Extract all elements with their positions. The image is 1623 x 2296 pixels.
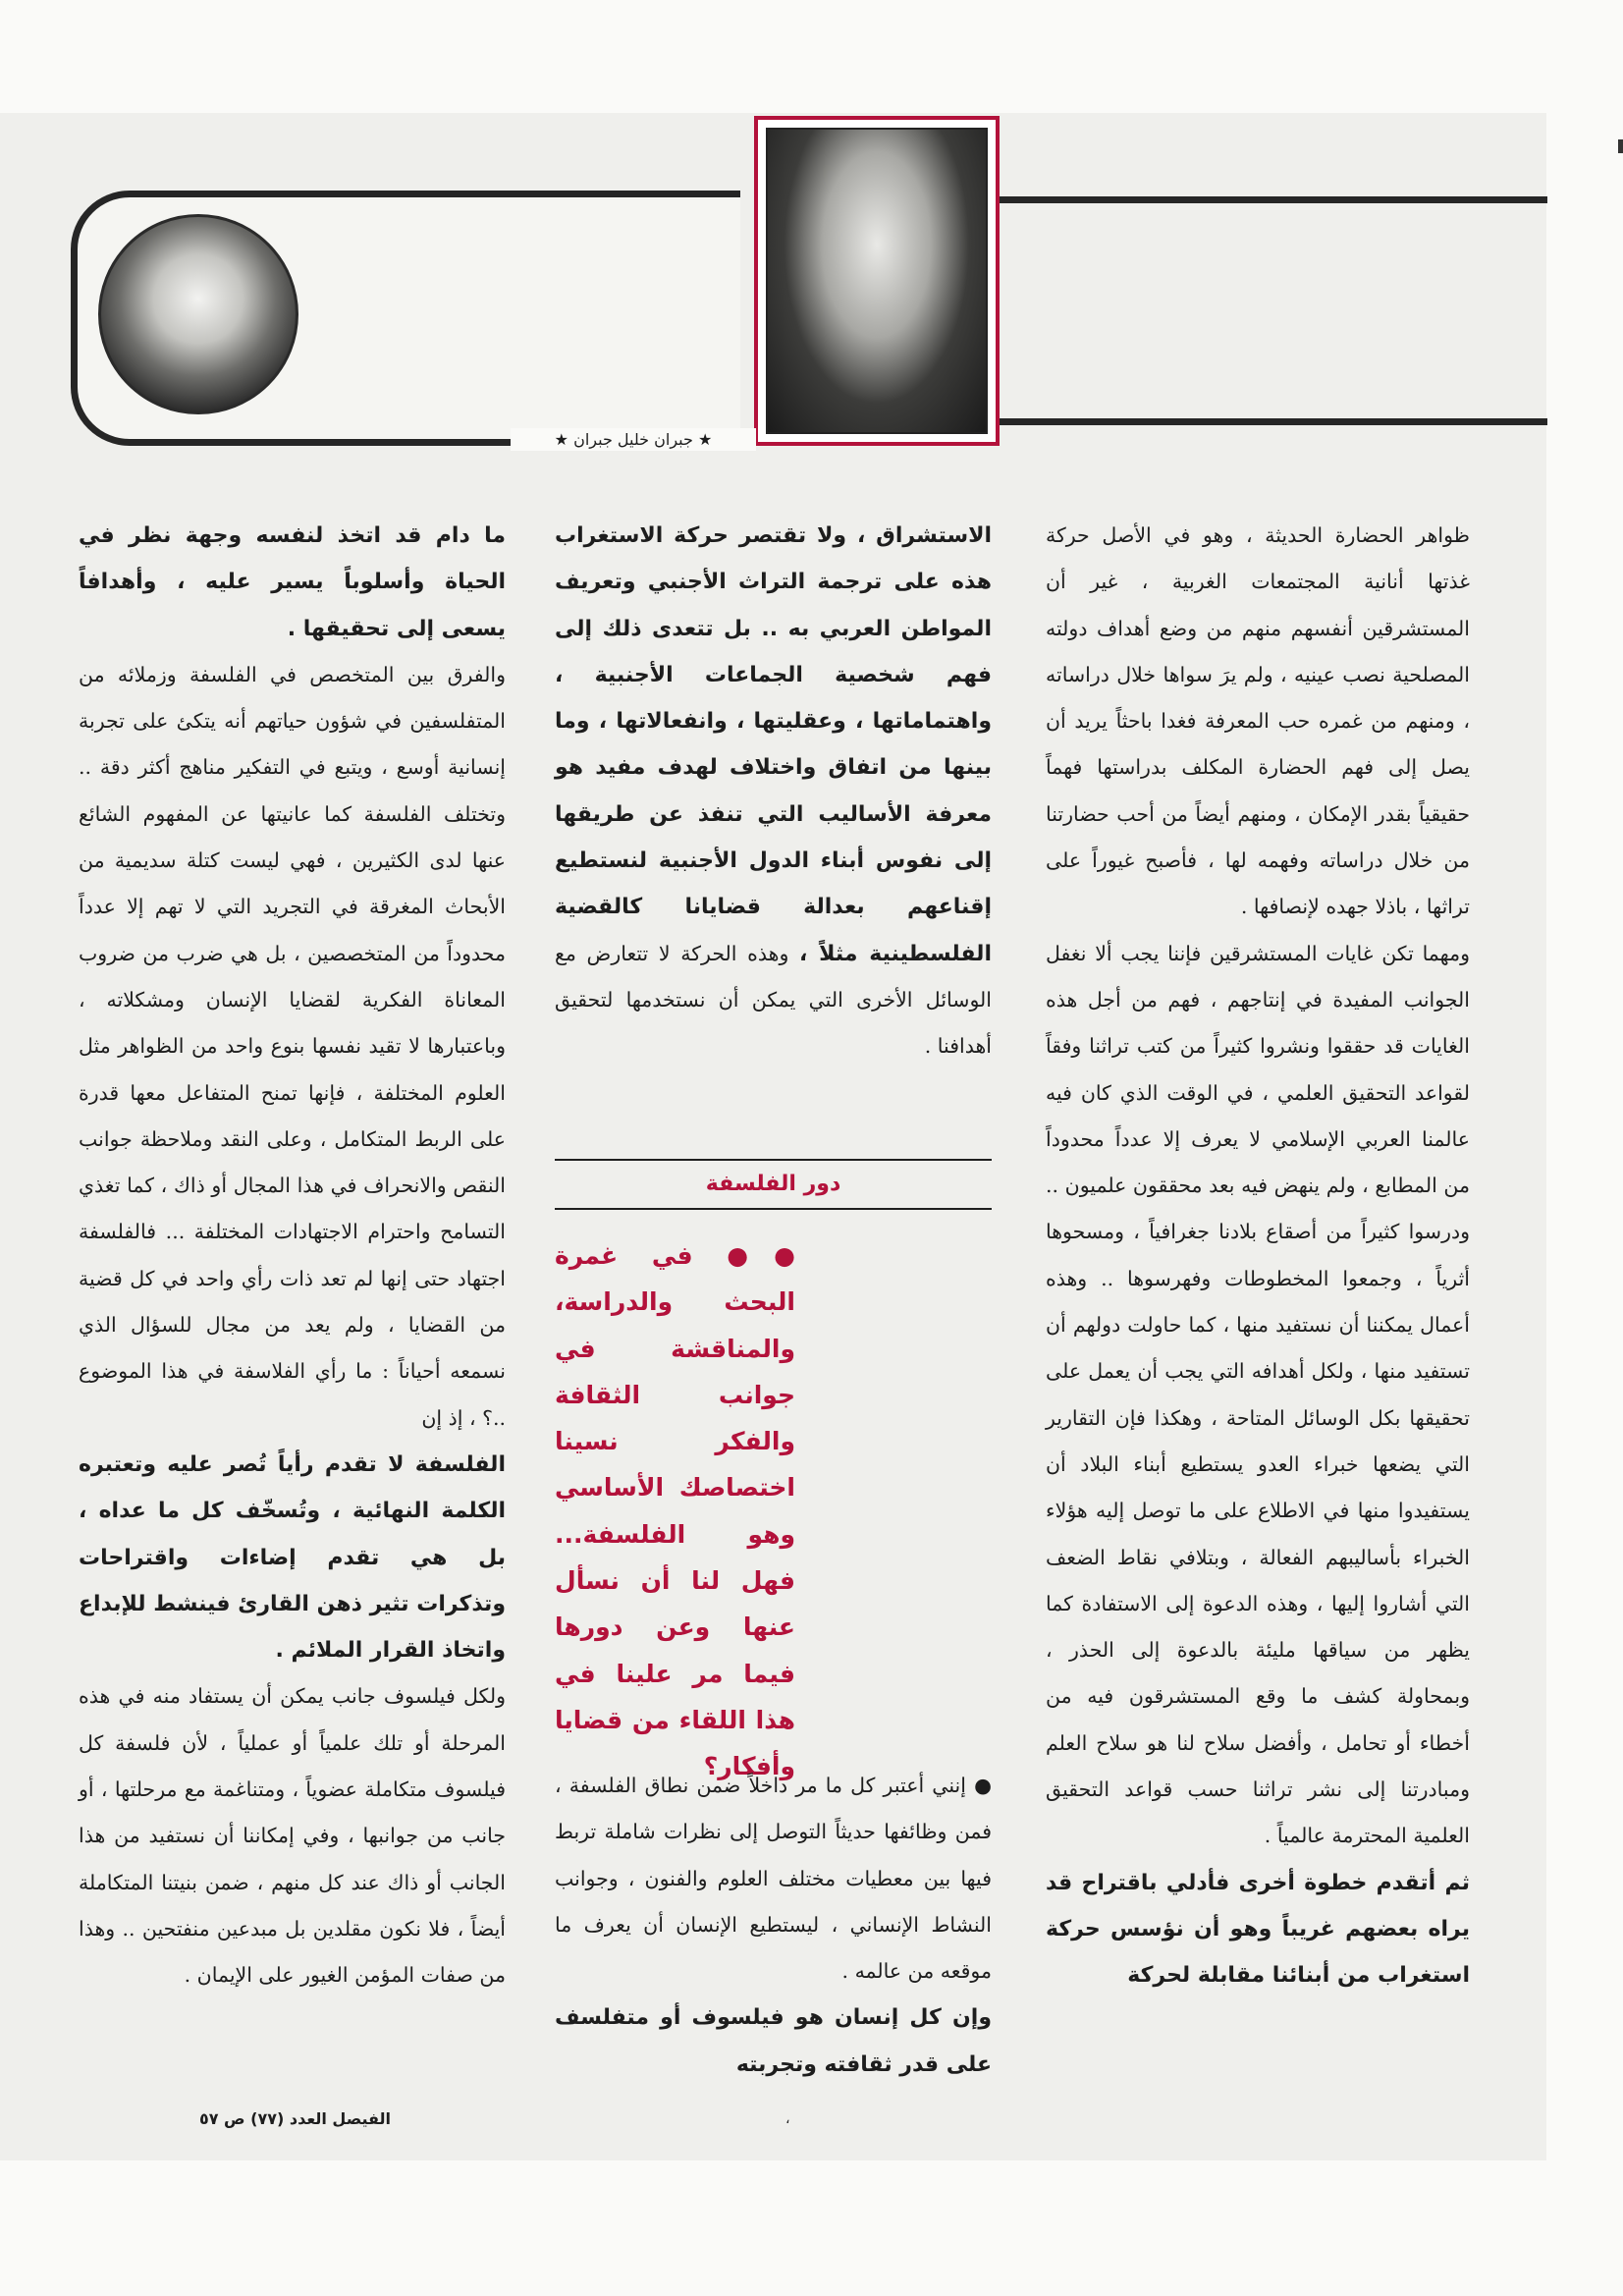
portrait-photo-small bbox=[98, 214, 298, 414]
interview-question: ●● في غمرة البحث والدراسة، والمناقشة في جوانب الثقافة والفكر نسينا اختصاصك الأساسي وهو الفلسفة... فهل لنا أن نسأل عنها وعن دورها فيما مر علينا في هذا اللقاء من قضايا وأفكار؟ bbox=[555, 1241, 795, 1781]
bold-text: الاستشراق ، ولا تقتصر حركة الاستغراب هذه على ترجمة التراث الأجنبي وتعريف المواطن العربي به .. بل تتعدى ذلك إلى فهم شخصية الجماعات الأجنبية ، واهتماماتها ، وعقليتها ، وانفعالاتها ، وما بينها من اتفاق واختلاف لهدف مفيد هو معرفة الأساليب التي تنفذ عن طريقها إلى نفوس أبناء الدول الأجنبية لنستطيع إقناعهم بعدالة قضايانا كالقضية الفلسطينية مثلاً ، bbox=[555, 523, 992, 966]
page-mark: ، bbox=[785, 2111, 790, 2127]
edge-mark bbox=[1618, 139, 1623, 153]
bold-paragraph: وإن كل إنسان هو فيلسوف أو متفلسف على قدر ثقافته وتجربته bbox=[555, 2005, 992, 2077]
paragraph: ولكل فيلسوف جانب يمكن أن يستفاد منه في هذه المرحلة أو تلك علمياً أو عملياً ، لأن فلسفة كل فيلسوف متكاملة عضوياً ، ومتناغمة مع مرحلتها ، أو جانب من جوانبها ، وفي إمكاننا أن نستفيد من هذا الجانب أو ذاك عند كل منهم ، ضمن بنيتنا المتكاملة أيضاً ، فلا نكون مقلدين بل مبدعين منفتحين .. وهذا من صفات المؤمن الغيور على الإيمان . bbox=[79, 1684, 506, 1988]
section-title: دور الفلسفة bbox=[555, 1159, 992, 1210]
paragraph: ظواهر الحضارة الحديثة ، وهو في الأصل حركة غذتها أنانية المجتمعات الغربية ، غير أن المستشرقين أنفسهم منهم من وضع أهداف دولته المصلحية نصب عينيه ، ولم يرَ سواها خلال دراساته ، ومنهم من غمره حب المعرفة فغدا باحثاً يريد أن يصل إلى فهم الحضارة المكلف بدراستها فهماً حقيقياً بقدر الإمكان ، ومنهم أيضاً من أحب حضارتنا من خلال دراساته وفهمه لها ، فأصبح غيوراً على تراثها ، باذلا جهده لإنصافها . bbox=[1046, 523, 1470, 919]
header-rule-right-bottom bbox=[998, 418, 1547, 425]
article-column-right bbox=[1046, 513, 1470, 1999]
article-column-middle bbox=[555, 513, 992, 1070]
page-footer: الفيصل العدد (٧٧) ص ٥٧ bbox=[198, 2109, 391, 2128]
header-rule-right bbox=[998, 196, 1547, 203]
bold-paragraph: ثم أتقدم خطوة أخرى فأدلي باقتراح قد يراه بعضهم غريباً وهو أن نؤسس حركة استغراب من أبنائنا مقابلة لحركة bbox=[1046, 1870, 1470, 1989]
portrait-photo-gibran bbox=[754, 116, 1000, 446]
bold-paragraph: ما دام قد اتخذ لنفسه وجهة نظر في الحياة وأسلوباً يسير عليه ، وأهدافاً يسعى إلى تحقيقها . bbox=[79, 523, 506, 641]
photo-caption: ★ جبران خليل جبران ★ bbox=[511, 428, 756, 451]
article-column-middle-lower bbox=[555, 1763, 992, 2088]
article-column-left bbox=[79, 513, 506, 1999]
paragraph-tail: وهذه الحركة لا تتعارض مع الوسائل الأخرى التي يمكن أن نستخدمها لتحقيق أهدافنا . bbox=[555, 941, 992, 1059]
paragraph: ● إنني أعتبر كل ما مر داخلاً ضمن نطاق الفلسفة ، فمن وظائفها حديثاً التوصل إلى نظرات شاملة تربط فيها بين معطيات مختلف العلوم والفنون ، وجوانب النشاط الإنساني ، ليستطيع الإنسان أن يعرف ما موقعه من عالمه . bbox=[555, 1774, 992, 1984]
bold-paragraph: الفلسفة لا تقدم رأياً تُصر عليه وتعتبره الكلمة النهائية ، وتُسخّف كل ما عداه ، بل هي تقدم إضاءات واقتراحات وتذكرات تثير ذهن القارئ فينشط للإبداع واتخاذ القرار الملائم . bbox=[79, 1451, 506, 1664]
paragraph: ومهما تكن غايات المستشرقين فإننا يجب ألا نغفل الجوانب المفيدة في إنتاجهم ، فهم من أجل هذه الغايات قد حققوا ونشروا كثيراً من كتب تراثنا وفقاً لقواعد التحقيق العلمي ، في الوقت الذي كان فيه عالمنا العربي الإسلامي لا يعرف إلا عدداً محدوداً من المطابع ، ولم ينهض فيه بعد محققون علميون .. ودرسوا كثيراً من أصقاع بلادنا جغرافياً ، ومسحوها أثرياً ، وجمعوا المخطوطات وفهرسوها .. وهذه أعمال يمكننا أن نستفيد منها ، كما حاولت دولهم أن تستفيد منها ، ولكل أهدافه التي يجب أن يعمل على تحقيقها بكل الوسائل المتاحة ، وهكذا فإن التقارير التي يضعها خبراء العدو يستطيع أبناء البلاد أن يستفيدوا منها في الاطلاع على ما توصل إليه هؤلاء الخبراء بأساليبهم الفعالة ، وبتلافي نقاط الضعف التي أشاروا إليها ، وهذه الدعوة إلى الاستفادة كما يظهر من سياقها مليئة بالدعوة إلى الحذر ، وبمحاولة كشف ما وقع المستشرقون فيه من أخطاء أو تحامل ، وأفضل سلاح لنا هو سلاح العلم ومبادرتنا إلى نشر تراثنا حسب قواعد التحقيق العلمية المحترمة عالمياً . bbox=[1046, 941, 1470, 1848]
paragraph: والفرق بين المتخصص في الفلسفة وزملائه من المتفلسفين في شؤون حياتهم أنه يتكئ على تجربة إنسانية أوسع ، ويتبع في التفكير مناهج أكثر دقة .. وتختلف الفلسفة كما عانيتها عن المفهوم الشائع عنها لدى الكثيرين ، فهي ليست كتلة سديمية من الأبحاث المغرقة في التجريد التي لا تهم إلا عدداً محدوداً من المتخصصين ، بل هي ضرب من ضروب المعاناة الفكرية لقضايا الإنسان ومشكلاته ، وباعتبارها لا تقيد نفسها بنوع واحد من الظواهر مثل العلوم المختلفة ، فإنها تمنح المتفاعل معها قدرة على الربط المتكامل ، وعلى النقد وملاحظة جوانب النقص والانحراف في هذا المجال أو ذاك ، كما تغذي التسامح واحترام الاجتهادات المختلفة ... فالفلسفة اجتهاد حتى إنها لم تعد ذات رأي واحد في كل قضية من القضايا ، ولم يعد من مجال للسؤال الذي نسمعه أحياناً : ما رأي الفلاسفة في هذا الموضوع ..؟ ، إذ إن bbox=[79, 662, 506, 1430]
